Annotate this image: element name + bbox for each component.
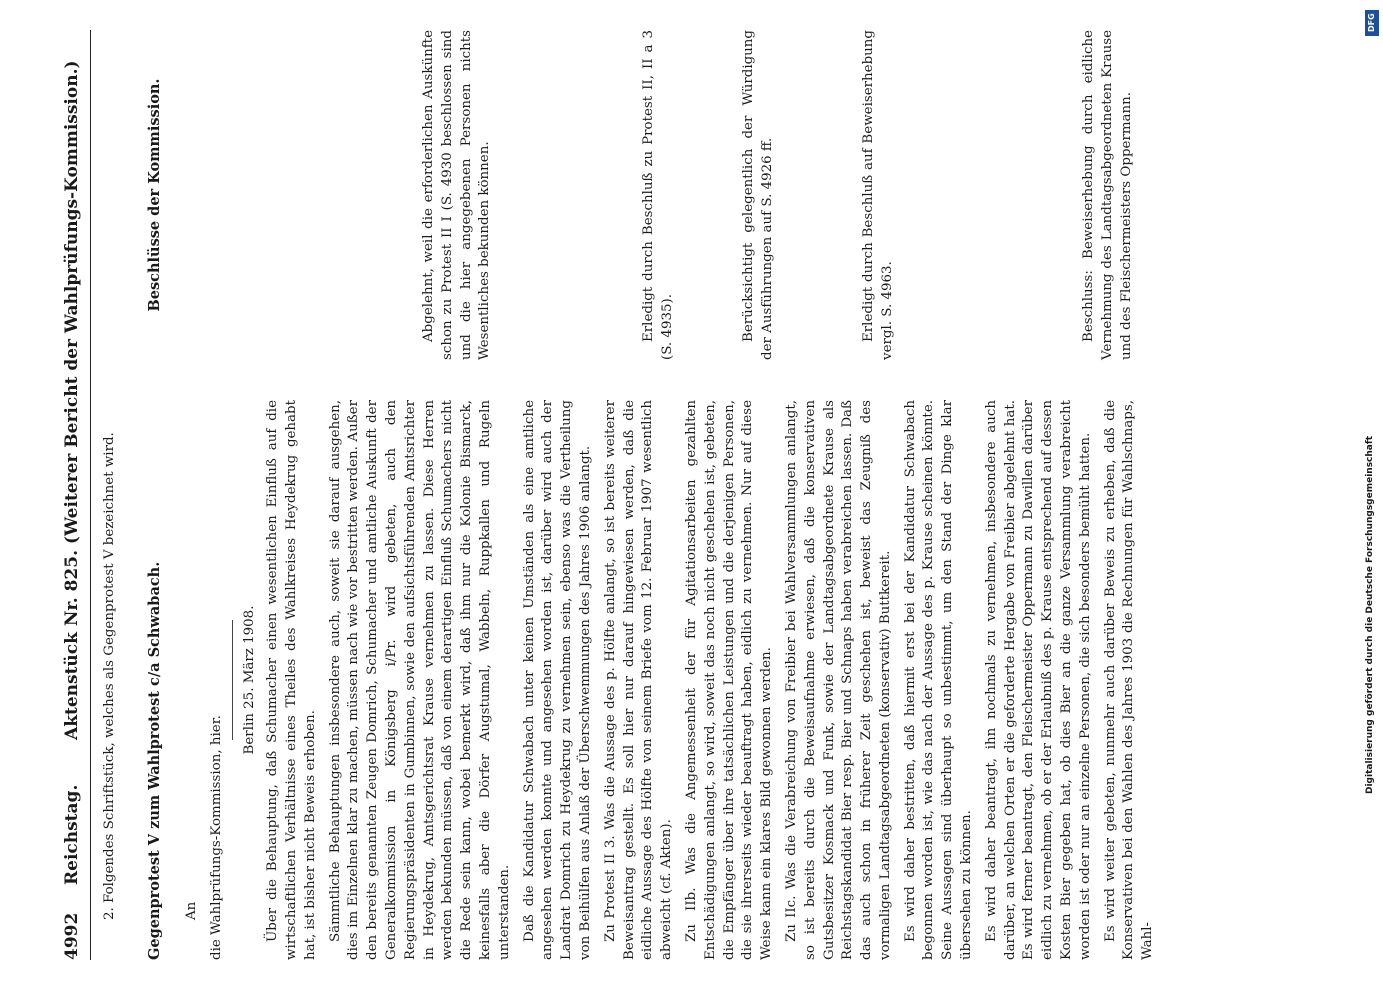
left-column	[146, 400, 1164, 960]
paragraph: Über die Behauptung, daß Schumacher einen wesentlichen Einfluß auf die wirtschaftlichen Verhältnisse eines Theiles des Wahlkreises Heydekrug gehabt hat, ist bisher nicht Beweis erhoben.	[265, 400, 318, 960]
address-to: An	[183, 901, 199, 920]
address-line: die Wahlprüfungs-Kommission, hier.	[208, 715, 224, 960]
digitization-credit	[1363, 14, 1377, 974]
paragraph: Zu Protest II 3. Was die Aussage des p. Hölfte anlangt, so ist bereits weiterer Beweisantrag gestellt. Es soll hier nur darauf hingewiesen werden, daß die eidliche Aussage des Hölfte von seinem Briefe vom 12. Februar 1907 wesentlich abweicht (cf. Akten).	[602, 400, 675, 960]
resolution: Berücksichtigt gelegentlich der Würdigung der Ausführungen auf S. 4926 ff.	[741, 30, 775, 360]
document-title: Aktenstück Nr. 825. (Weiterer Bericht der Wahlprüfungs-Kommission.)	[62, 60, 82, 740]
dfg-logo: DFG	[1365, 10, 1379, 36]
paragraph: Sämmtliche Behauptungen insbesondere auch, soweit sie darauf ausgehen, dies im Einzelnen klar zu machen, müssen nach wie vor bestritten werden. Außer den bereits genannten Zeugen Domrich, Schumacher und amtliche Auskunft der Generalkommission in Königsberg i/Pr. wird gebeten, auch den Regierungspräsidenten in Gumbinnen, sowie den aufsichtsführenden Amtsrichter in Heydekrug, Amtsgerichtsrat Krause vernehmen zu lassen. Diese Herren werden bekunden müssen, daß von einem derartigen Einfluß Schumachers nicht die Rede sein kann, wobei bemerkt wird, daß ihm nur die Kolonie Bismarck, keinesfalls aber die Dörfer Augstumal, Wabbeln, Ruppkallen und Rugeln unterstanden.	[327, 400, 512, 960]
paragraph: Zu IIc. Was die Verabreichung von Freibier bei Wahlversammlungen anlangt, so ist bereits durch die Beweisaufnahme erwiesen, daß die konservativen Gutsbesitzer Kosmack und Funk, sowie der Landtagsabgeordnete Krause als Reichstagskandidat Bier resp. Bier und Schnaps haben verabreichen lassen. Daß das auch schon in früherer Zeit geschehen ist, beweist das Zeugniß des vormaligen Landtagsabgeordneten (konservativ) Buttkereit.	[783, 400, 893, 960]
right-column	[146, 30, 183, 360]
paragraph: Es wird daher bestritten, daß hiermit erst bei der Kandidatur Schwabach begonnen worden ist, wie das nach der Aussage des p. Krause scheinen könnte. Seine Aussagen sind überhaupt so unbestimmt, um den Stand der Dinge klar übersehen zu können.	[902, 400, 975, 960]
resolution: Erledigt durch Beschluß auf Beweiserhebung vergl. S. 4963.	[861, 30, 895, 360]
paragraph: Zu IIb. Was die Angemessenheit der für Agitationsarbeiten gezahlten Entschädigungen anlangt, so wird, soweit das noch nicht geschehen ist, gebeten, die Empfänger über ihre tatsächlichen Leistungen und die derjenigen Personen, die sie ihrerseits wieder beauftragt haben, eidlich zu vernehmen. Nur auf diese Weise kann ein klares Bild gewonnen werden.	[683, 400, 775, 960]
resolution: Erledigt durch Beschluß zu Protest II, II a 3 (S. 4935).	[641, 30, 675, 360]
paragraph: Es wird weiter gebeten, nunmehr auch darüber Beweis zu erheben, daß die Konservativen bei den Wahlen des Jahres 1903 die Rechnungen für Wahlschnaps, Wahl-	[1102, 400, 1156, 960]
rotated-page	[50, 30, 1340, 960]
resolution: Abgelehnt, weil die erforderlichen Auskünfte schon zu Protest II I (S. 4930 beschlossen sind und die hier angegebenen Personen nichts Wesentliches bekunden können.	[421, 30, 493, 360]
resolution: Beschluss: Beweiserhebung durch eidliche Vernehmung des Landtagsabgeordneten Krause und des Fleischermeisters Oppermann.	[1081, 30, 1134, 360]
page-header	[50, 30, 91, 960]
intro-line: 2. Folgendes Schriftstück, welches als Gegenprotest V bezeichnet wird.	[102, 432, 117, 920]
page-number: 4992	[62, 912, 82, 960]
paragraph: Daß die Kandidatur Schwabach unter keinen Umständen als eine amtliche angesehen werden konnte und angesehen worden ist, darüber wird auch der Landrat Domrich zu Heydekrug zu vernehmen sein, ebenso was die Vertheilung von Beihülfen aus Anlaß der Überschwemmungen des Jahres 1906 anlangt.	[521, 400, 593, 960]
credit-text: Digitalisierung gefördert durch die Deutsche Forschungsgemeinschaft	[1365, 435, 1375, 794]
left-heading: Gegenprotest V zum Wahlprotest c/a Schwabach.	[146, 561, 163, 960]
letter-date: Berlin 25. März 1908.	[242, 605, 258, 755]
right-heading: Beschlüsse der Kommission.	[146, 78, 163, 312]
paragraph: Es wird daher beantragt, ihn nochmals zu vernehmen, insbesondere auch darüber, an welchen Orten er die geforderte Hergabe von Freibier abgelehnt hat. Es wird ferner beantragt, den Fleischermeister Oppermann zu Dawillen darüber eidlich zu vernehmen, ob er der Erlaubniß des p. Krause entsprechend auf dessen Kosten Bier gegeben hat, ob dies Bier an die ganze Versammlung verabreicht worden ist oder nur an einzelne Personen, die sich besonders bemüht hatten.	[983, 400, 1093, 960]
running-title: Reichstag.	[62, 784, 82, 885]
divider	[232, 620, 233, 740]
